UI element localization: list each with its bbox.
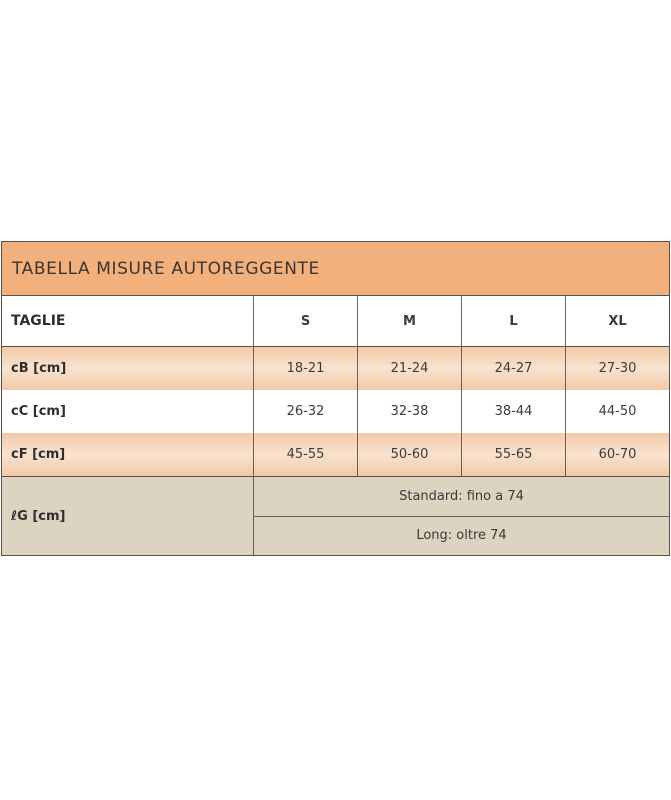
size-header-xl: XL xyxy=(566,296,669,347)
header-row xyxy=(2,296,669,347)
length-values xyxy=(254,477,669,555)
cell-cf-m: 50-60 xyxy=(358,433,462,476)
cell-cc-s: 26-32 xyxy=(254,390,358,433)
length-long: Long: oltre 74 xyxy=(254,517,669,556)
cell-cc-m: 32-38 xyxy=(358,390,462,433)
cell-cb-m: 21-24 xyxy=(358,347,462,390)
table-row xyxy=(2,347,669,390)
size-table xyxy=(1,241,670,556)
length-row xyxy=(2,476,669,555)
cell-cb-l: 24-27 xyxy=(462,347,566,390)
cell-cf-s: 45-55 xyxy=(254,433,358,476)
row-label-cb: cB [cm] xyxy=(2,347,254,390)
cell-cf-xl: 60-70 xyxy=(566,433,669,476)
cell-cc-xl: 44-50 xyxy=(566,390,669,433)
cell-cc-l: 38-44 xyxy=(462,390,566,433)
size-header-l: L xyxy=(462,296,566,347)
row-label-lg: ℓG [cm] xyxy=(2,477,254,555)
table-title: TABELLA MISURE AUTOREGGENTE xyxy=(2,242,669,296)
cell-cb-xl: 27-30 xyxy=(566,347,669,390)
row-label-cc: cC [cm] xyxy=(2,390,254,433)
table-row xyxy=(2,433,669,476)
cell-cb-s: 18-21 xyxy=(254,347,358,390)
size-header-m: M xyxy=(358,296,462,347)
size-header-label: TAGLIE xyxy=(2,296,254,347)
size-header-s: S xyxy=(254,296,358,347)
cell-cf-l: 55-65 xyxy=(462,433,566,476)
row-label-cf: cF [cm] xyxy=(2,433,254,476)
length-standard: Standard: fino a 74 xyxy=(254,477,669,517)
table-row xyxy=(2,390,669,433)
